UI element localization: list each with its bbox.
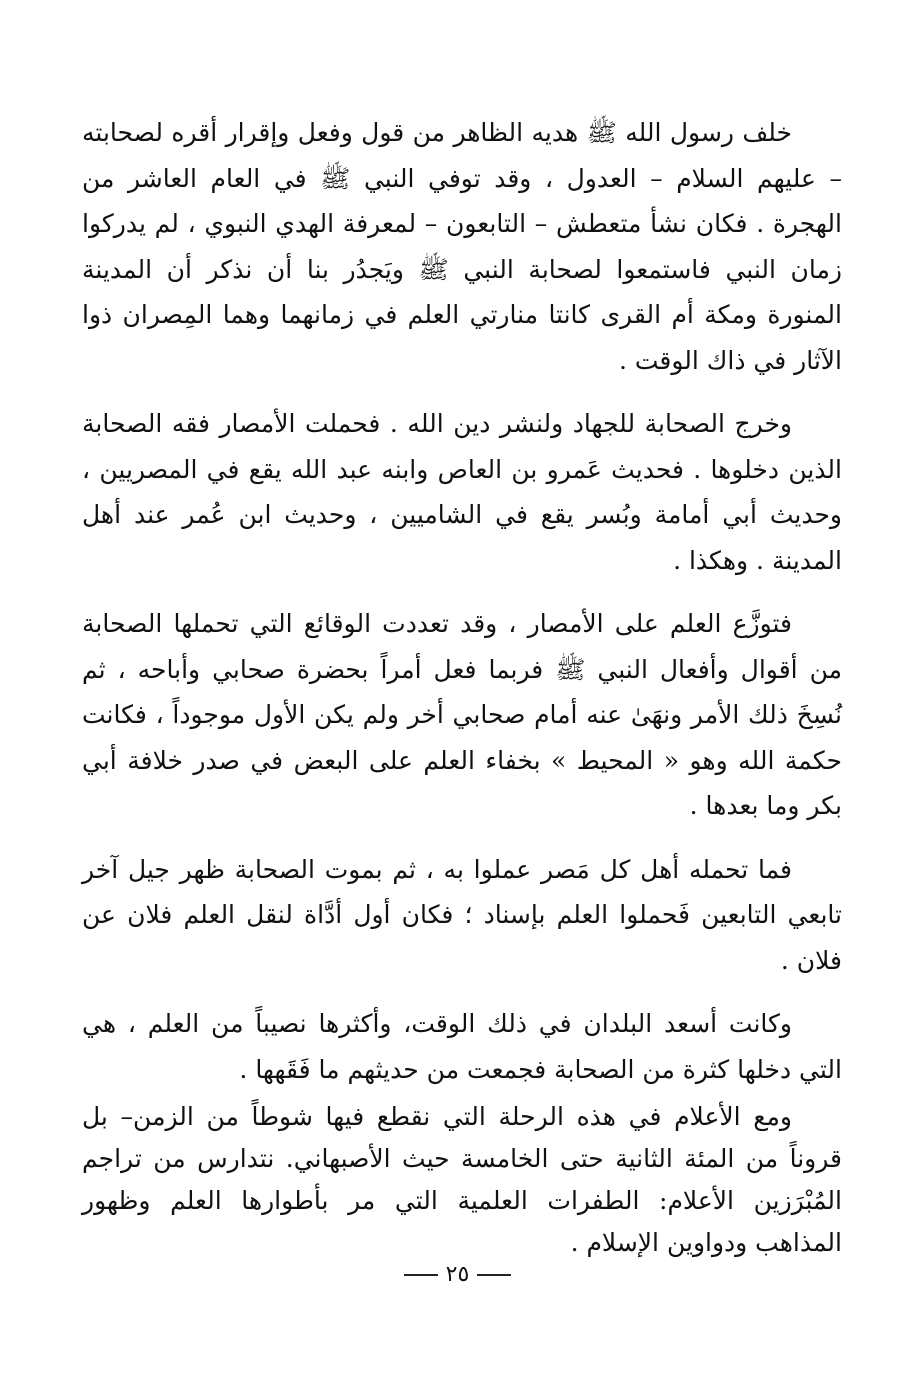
footer-dash-left bbox=[404, 1274, 438, 1276]
paragraph-6: ومع الأعلام في هذه الرحلة التي نقطع فيها شوطاً من الزمن– بل قروناً من المئة الثانية حتى الخامسة حيث الأصبهاني. نتدارس من تراجم المُبْرَزين الأعلام: الطفرات العلمية التي مر بأطوارها العلم وظهور المذاهب ودواوين الإسلام . bbox=[82, 1102, 842, 1257]
paragraph-3: فتوزَّع العلم على الأمصار ، وقد تعددت الوقائع التي تحملها الصحابة من أقوال وأفعال النبي ﷺ فربما فعل أمراً بحضرة صحابي وأباحه ، ثم نُسِخَ ذلك الأمر ونهَىٰ عنه أمام صحابي أخر ولم يكن الأول موجوداً ، فكانت حكمة الله وهو « المحيط » بخفاء العلم على البعض في صدر خلافة أبي بكر وما بعدها . bbox=[82, 609, 842, 820]
paragraph-4: فما تحمله أهل كل مَصر عملوا به ، ثم بموت الصحابة ظهر جيل آخر تابعي التابعين فَحملوا العلم بإسناد ؛ فكان أول أدَّاة لنقل العلم فلان عن فلان . bbox=[82, 854, 842, 975]
page-footer bbox=[0, 1262, 915, 1287]
page-number: ٢٥ bbox=[445, 1262, 470, 1287]
paragraph-2: وخرج الصحابة للجهاد ولنشر دين الله . فحملت الأمصار فقه الصحابة الذين دخلوها . فحديث عَمرو بن العاص وابنه عبد الله يقع في المصريين ، وحديث أبي أمامة وبُسر يقع في الشاميين ، وحديث ابن عُمر عند أهل المدينة . وهكذا . bbox=[82, 409, 842, 575]
paragraph-5: وكانت أسعد البلدان في ذلك الوقت، وأكثرها نصيباً من العلم ، هي التي دخلها كثرة من الصحابة فجمعت من حديثهم ما فَقَهها . bbox=[82, 1009, 842, 1084]
body-text bbox=[82, 110, 842, 1282]
footer-dash-right bbox=[477, 1274, 511, 1276]
paragraph-1: خلف رسول الله ﷺ هديه الظاهر من قول وفعل وإقرار أقره لصحابته – عليهم السلام – العدول ، وقد توفي النبي ﷺ في العام العاشر من الهجرة . فكان نشأ متعطش – التابعون – لمعرفة الهدي النبوي ، لم يدركوا زمان النبي فاستمعوا لصحابة النبي ﷺ ويَجدُر بنا أن نذكر أن المدينة المنورة ومكة أم القرى كانتا منارتي العلم في زمانهما وهما المِصران ذوا الآثار في ذاك الوقت . bbox=[82, 118, 842, 375]
